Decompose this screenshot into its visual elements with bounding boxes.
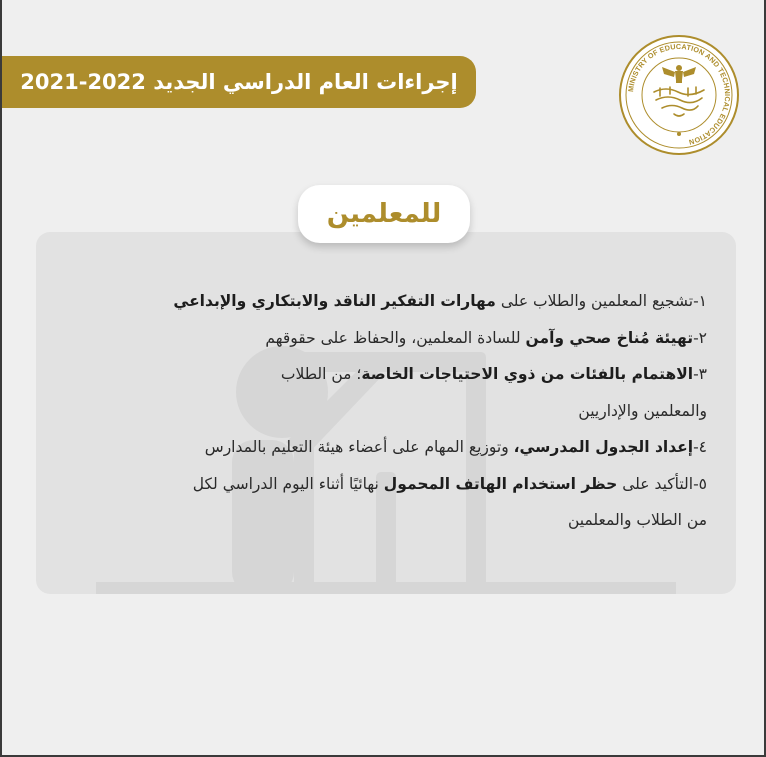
title-banner [2, 56, 476, 108]
list-item-highlight: تهيئة مُناخ صحي وآمن [525, 328, 694, 347]
measures-list [62, 283, 707, 539]
page-title: إجراءات العام الدراسي الجديد 2022-2021 [20, 70, 458, 94]
list-item-text: للسادة المعلمين، والحفاظ على حقوقهم [265, 328, 526, 347]
list-item-highlight: مهارات التفكير الناقد والابتكاري والإبداعي [173, 292, 496, 310]
section-label: للمعلمين [326, 199, 442, 229]
list-item [62, 466, 707, 503]
list-item-number: ٣- [693, 365, 707, 383]
list-item-text: تشجيع المعلمين والطلاب على [495, 292, 694, 310]
list-item-number: ١- [693, 292, 707, 310]
ministry-seal-icon [618, 34, 740, 156]
list-item-text: نهائيًا أثناء اليوم الدراسي لكل [192, 474, 384, 493]
list-item [62, 356, 707, 393]
list-item-number: ٥- [693, 474, 707, 493]
list-item-number: ٢- [693, 328, 707, 347]
list-item-text: التأكيد على [617, 474, 694, 493]
list-item-highlight: الاهتمام بالفئات من ذوي الاحتياجات الخاصة [361, 365, 694, 383]
list-item [62, 283, 707, 320]
list-item [62, 393, 707, 430]
list-item-highlight: حظر استخدام الهاتف المحمول [383, 474, 618, 493]
list-item-text: من الطلاب والمعلمين [567, 511, 707, 529]
list-item-text: والمعلمين والإداريين [578, 401, 707, 420]
list-item-text: ؛ من الطلاب [280, 365, 362, 383]
list-item [62, 429, 707, 466]
section-label-pill [298, 185, 470, 243]
list-item [62, 320, 707, 357]
list-item [62, 502, 707, 539]
list-item-text: وتوزيع المهام على أعضاء هيئة التعليم بالمدارس [204, 438, 514, 456]
list-item-highlight: إعداد الجدول المدرسي، [513, 438, 694, 456]
list-item-number: ٤- [693, 438, 707, 456]
seal-caption-en: MINISTRY OF EDUCATION AND TECHNICAL EDUCATION [626, 41, 733, 147]
